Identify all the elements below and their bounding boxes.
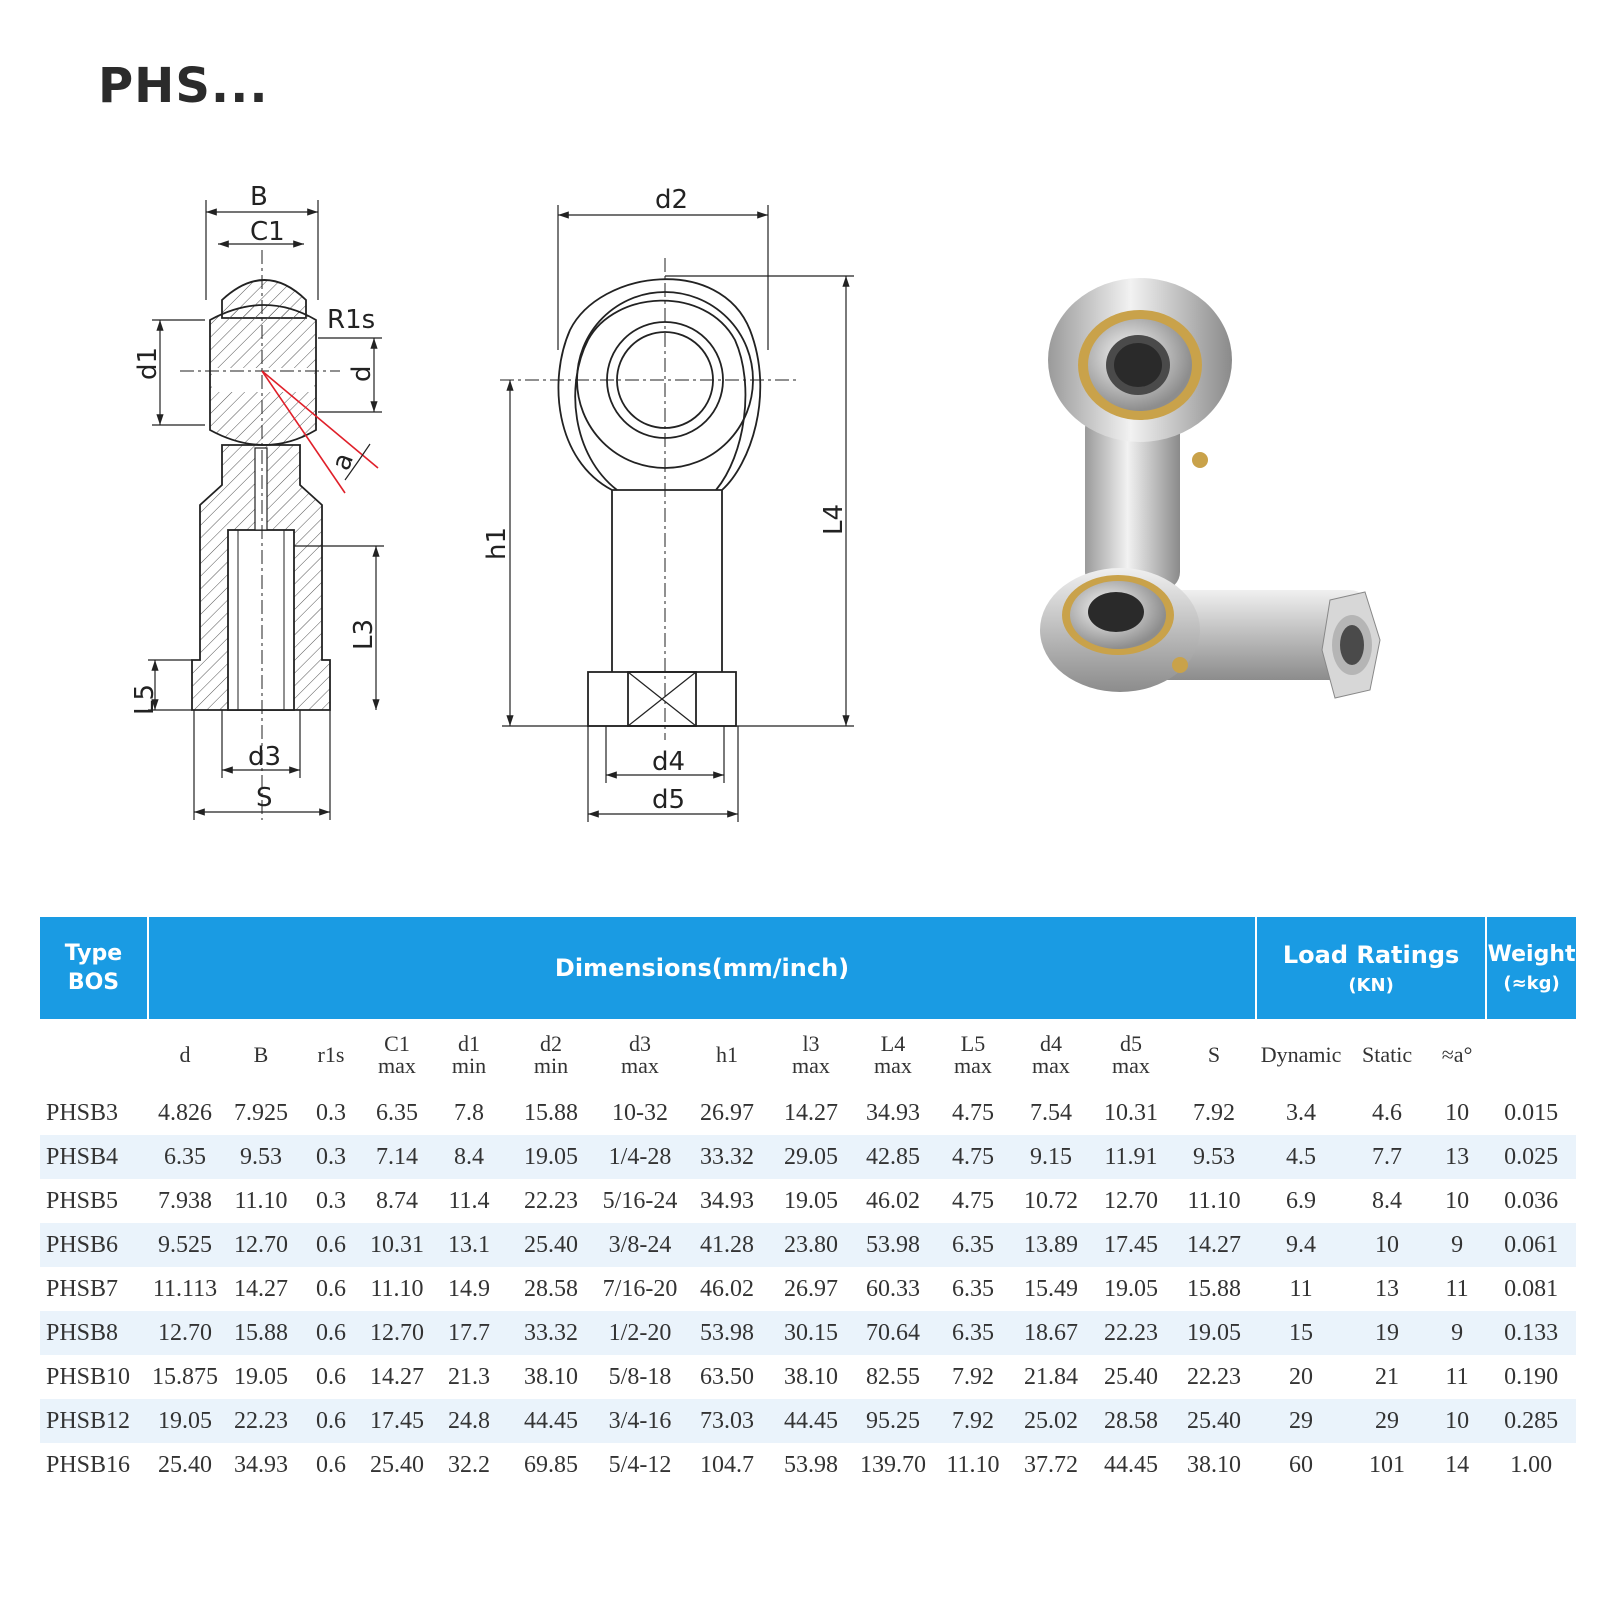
header-weight: Weight (≈kg) bbox=[1486, 917, 1576, 1019]
subheader-cell: d3 max bbox=[621, 1031, 659, 1078]
table-cell: 46.02 bbox=[866, 1187, 920, 1214]
table-cell: 0.190 bbox=[1504, 1363, 1559, 1390]
table-cell: 46.02 bbox=[700, 1275, 754, 1302]
subheader-cell: d2 min bbox=[533, 1031, 569, 1078]
table-cell: 6.35 bbox=[148, 1135, 222, 1179]
table-cell: 28.58 bbox=[1090, 1399, 1172, 1443]
table-cell: 8.74 bbox=[376, 1187, 418, 1214]
table-cell: 6.9 bbox=[1286, 1187, 1317, 1214]
subheader-cell: d4 max bbox=[1032, 1031, 1070, 1078]
table-cell: 10.31 bbox=[1104, 1099, 1158, 1126]
table-cell: 25.40 bbox=[1172, 1399, 1256, 1443]
subheader-cell: C1 max bbox=[378, 1031, 416, 1078]
table-cell: 10-32 bbox=[612, 1099, 668, 1126]
label-S: S bbox=[256, 783, 273, 813]
label-L3: L3 bbox=[349, 618, 379, 650]
table-cell: 95.25 bbox=[852, 1399, 934, 1443]
table-row bbox=[40, 1311, 1576, 1355]
table-cell: 14.9 bbox=[448, 1275, 490, 1302]
label-L4: L4 bbox=[819, 503, 849, 535]
table-cell: 5/4-12 bbox=[608, 1451, 672, 1478]
table-cell: 7.92 bbox=[952, 1363, 994, 1390]
table-row bbox=[40, 1135, 1576, 1179]
table-cell: 15.875 bbox=[152, 1363, 218, 1390]
table-cell: 10 bbox=[1346, 1223, 1428, 1267]
table-cell: 29 bbox=[1256, 1399, 1346, 1443]
table-cell: 0.025 bbox=[1486, 1135, 1576, 1179]
table-cell: 32.2 bbox=[448, 1451, 490, 1478]
table-cell: 11.10 bbox=[370, 1275, 424, 1302]
table-cell: 12.70 bbox=[1104, 1187, 1158, 1214]
table-cell: 12.70 bbox=[222, 1223, 300, 1267]
table-cell: 0.6 bbox=[300, 1311, 362, 1355]
table-cell: 6.35 bbox=[934, 1311, 1012, 1355]
table-cell: 0.3 bbox=[316, 1187, 346, 1214]
table-cell: 73.03 bbox=[684, 1399, 770, 1443]
table-cell: 0.6 bbox=[300, 1399, 362, 1443]
table-cell: 14.27 bbox=[1172, 1223, 1256, 1267]
label-C1: C1 bbox=[250, 217, 285, 247]
subheader-cell: L4 max bbox=[874, 1031, 912, 1078]
table-cell: 41.28 bbox=[684, 1223, 770, 1267]
table-cell: 10.72 bbox=[1024, 1187, 1078, 1214]
table-cell: 44.45 bbox=[1104, 1451, 1158, 1478]
table-cell: 12.70 bbox=[362, 1311, 432, 1355]
table-cell: 42.85 bbox=[852, 1135, 934, 1179]
table-cell: 4.75 bbox=[952, 1099, 994, 1126]
table-cell: 17.45 bbox=[1090, 1223, 1172, 1267]
table-cell: 9.53 bbox=[222, 1135, 300, 1179]
technical-drawing bbox=[0, 0, 900, 860]
row-type-cell: PHSB5 bbox=[46, 1187, 119, 1214]
table-cell: 8.4 bbox=[1372, 1187, 1403, 1214]
subheader-cell: d bbox=[179, 1042, 191, 1067]
label-B: B bbox=[250, 182, 268, 212]
table-cell: 9.15 bbox=[1012, 1135, 1090, 1179]
table-cell: 82.55 bbox=[866, 1363, 920, 1390]
table-cell: 25.02 bbox=[1012, 1399, 1090, 1443]
row-type-cell: PHSB4 bbox=[40, 1135, 148, 1179]
table-cell: 44.45 bbox=[770, 1399, 852, 1443]
table-cell: 19.05 bbox=[506, 1135, 596, 1179]
header-type: Type BOS bbox=[40, 917, 148, 1019]
table-cell: 14.27 bbox=[370, 1363, 424, 1390]
table-cell: 0.036 bbox=[1504, 1187, 1559, 1214]
table-cell: 7.14 bbox=[362, 1135, 432, 1179]
label-d5: d5 bbox=[652, 785, 686, 815]
table-cell: 33.32 bbox=[506, 1311, 596, 1355]
label-d3: d3 bbox=[248, 742, 282, 772]
table-cell: 11.113 bbox=[152, 1275, 218, 1302]
table-cell: 7.925 bbox=[234, 1099, 288, 1126]
table-cell: 53.98 bbox=[684, 1311, 770, 1355]
table-cell: 19.05 bbox=[1172, 1311, 1256, 1355]
label-L5: L5 bbox=[130, 683, 160, 715]
side-section-view bbox=[180, 250, 340, 820]
table-cell: 29.05 bbox=[770, 1135, 852, 1179]
table-cell: 1.00 bbox=[1510, 1451, 1553, 1478]
table-cell: 1/4-28 bbox=[596, 1135, 684, 1179]
table-cell: 0.6 bbox=[316, 1363, 346, 1390]
table-cell: 11.4 bbox=[448, 1187, 490, 1214]
table-cell: 6.35 bbox=[376, 1099, 418, 1126]
header-dimensions: Dimensions(mm/inch) bbox=[148, 917, 1256, 1019]
table-cell: 11 bbox=[1445, 1363, 1469, 1390]
table-cell: 44.45 bbox=[506, 1399, 596, 1443]
table-cell: 13 bbox=[1375, 1275, 1400, 1302]
table-row bbox=[40, 1179, 1576, 1223]
label-d: d bbox=[347, 365, 377, 382]
table-cell: 15.88 bbox=[1187, 1275, 1242, 1302]
header-load-ratings: Load Ratings (KN) bbox=[1256, 917, 1486, 1019]
table-cell: 0.3 bbox=[300, 1135, 362, 1179]
table-header-row bbox=[40, 917, 1576, 1019]
subheader-cell: d5 max bbox=[1112, 1031, 1150, 1078]
table-cell: 4.826 bbox=[158, 1099, 212, 1126]
table-cell: 25.40 bbox=[1104, 1363, 1158, 1390]
table-cell: 11.10 bbox=[234, 1187, 288, 1214]
table-cell: 6.35 bbox=[952, 1275, 994, 1302]
table-cell: 34.93 bbox=[234, 1451, 288, 1478]
table-cell: 1/2-20 bbox=[596, 1311, 684, 1355]
table-cell: 13.89 bbox=[1012, 1223, 1090, 1267]
table-cell: 19.05 bbox=[148, 1399, 222, 1443]
table-cell: 26.97 bbox=[700, 1099, 754, 1126]
label-R1s: R1s bbox=[327, 305, 376, 335]
subheader-cell: r1s bbox=[317, 1042, 345, 1067]
table-cell: 14 bbox=[1445, 1451, 1470, 1478]
subheader-cell: d1 min bbox=[451, 1031, 487, 1078]
table-cell: 11 bbox=[1289, 1275, 1313, 1302]
table-cell: 28.58 bbox=[524, 1275, 578, 1302]
table-cell: 3/8-24 bbox=[596, 1223, 684, 1267]
table-cell: 0.015 bbox=[1504, 1099, 1559, 1126]
table-cell: 70.64 bbox=[852, 1311, 934, 1355]
table-cell: 0.6 bbox=[316, 1451, 346, 1478]
table-cell: 34.93 bbox=[866, 1099, 920, 1126]
table-cell: 37.72 bbox=[1024, 1451, 1078, 1478]
table-cell: 53.98 bbox=[852, 1223, 934, 1267]
table-cell: 19 bbox=[1346, 1311, 1428, 1355]
table-cell: 7.938 bbox=[158, 1187, 212, 1214]
table-cell: 22.23 bbox=[1187, 1363, 1242, 1390]
product-photo bbox=[1040, 270, 1400, 770]
table-cell: 19.05 bbox=[234, 1363, 288, 1390]
specification-table bbox=[40, 917, 1576, 1487]
table-cell: 14.27 bbox=[234, 1275, 288, 1302]
subheader-cell: S bbox=[1207, 1042, 1221, 1067]
table-cell: 17.7 bbox=[432, 1311, 506, 1355]
subheader-cell bbox=[1486, 1019, 1576, 1091]
row-type-cell: PHSB12 bbox=[40, 1399, 148, 1443]
table-cell: 38.10 bbox=[524, 1363, 578, 1390]
table-cell: 53.98 bbox=[784, 1451, 838, 1478]
table-cell: 9.525 bbox=[148, 1223, 222, 1267]
table-cell: 10 bbox=[1445, 1099, 1470, 1126]
table-cell: 18.67 bbox=[1012, 1311, 1090, 1355]
table-cell: 69.85 bbox=[524, 1451, 578, 1478]
table-cell: 7.54 bbox=[1030, 1099, 1072, 1126]
table-cell: 11.91 bbox=[1090, 1135, 1172, 1179]
table-cell: 4.5 bbox=[1256, 1135, 1346, 1179]
table-cell: 60.33 bbox=[866, 1275, 920, 1302]
table-cell: 9 bbox=[1428, 1311, 1486, 1355]
table-cell: 5/16-24 bbox=[602, 1187, 678, 1214]
table-cell: 4.75 bbox=[952, 1187, 994, 1214]
table-subheader-row bbox=[40, 1019, 1576, 1091]
subheader-cell: h1 bbox=[716, 1042, 738, 1067]
table-cell: 22.23 bbox=[222, 1399, 300, 1443]
table-cell: 4.75 bbox=[934, 1135, 1012, 1179]
table-cell: 11 bbox=[1445, 1275, 1469, 1302]
subheader-cell: B bbox=[253, 1042, 269, 1067]
table-cell: 9.4 bbox=[1256, 1223, 1346, 1267]
table-cell: 0.061 bbox=[1486, 1223, 1576, 1267]
subheader-cell: ≈a° bbox=[1441, 1042, 1473, 1067]
table-cell: 15.88 bbox=[222, 1311, 300, 1355]
table-cell: 15 bbox=[1256, 1311, 1346, 1355]
table-cell: 3.4 bbox=[1286, 1099, 1317, 1126]
table-cell: 7.92 bbox=[1193, 1099, 1236, 1126]
subheader-cell: Static bbox=[1361, 1042, 1413, 1067]
table-cell: 14.27 bbox=[784, 1099, 838, 1126]
table-row bbox=[40, 1399, 1576, 1443]
table-cell: 7.7 bbox=[1346, 1135, 1428, 1179]
table-cell: 10 bbox=[1445, 1187, 1470, 1214]
table-row bbox=[40, 1355, 1576, 1399]
table-row bbox=[40, 1091, 1576, 1135]
table-cell: 33.32 bbox=[684, 1135, 770, 1179]
table-cell: 139.70 bbox=[860, 1451, 926, 1478]
table-row bbox=[40, 1223, 1576, 1267]
table-cell: 8.4 bbox=[432, 1135, 506, 1179]
table-cell: 26.97 bbox=[784, 1275, 838, 1302]
table-cell: 23.80 bbox=[770, 1223, 852, 1267]
table-row bbox=[40, 1443, 1576, 1487]
row-type-cell: PHSB10 bbox=[46, 1363, 131, 1390]
table-cell: 5/8-18 bbox=[608, 1363, 672, 1390]
table-cell: 30.15 bbox=[770, 1311, 852, 1355]
table-cell: 19.05 bbox=[1104, 1275, 1158, 1302]
row-type-cell: PHSB16 bbox=[46, 1451, 131, 1478]
table-cell: 0.285 bbox=[1486, 1399, 1576, 1443]
table-cell: 9 bbox=[1428, 1223, 1486, 1267]
row-type-cell: PHSB3 bbox=[46, 1099, 119, 1126]
label-d4: d4 bbox=[652, 747, 686, 777]
table-cell: 60 bbox=[1289, 1451, 1314, 1478]
table-cell: 7.8 bbox=[454, 1099, 484, 1126]
table-cell: 13 bbox=[1428, 1135, 1486, 1179]
table-cell: 22.23 bbox=[524, 1187, 578, 1214]
table-cell: 21.84 bbox=[1024, 1363, 1078, 1390]
label-a: a bbox=[326, 449, 361, 475]
table-cell: 13.1 bbox=[432, 1223, 506, 1267]
table-cell: 10.31 bbox=[362, 1223, 432, 1267]
table-cell: 11.10 bbox=[1187, 1187, 1241, 1214]
table-row bbox=[40, 1267, 1576, 1311]
label-h1: h1 bbox=[482, 526, 512, 560]
table-cell: 0.6 bbox=[300, 1223, 362, 1267]
table-cell: 19.05 bbox=[784, 1187, 838, 1214]
table-cell: 7/16-20 bbox=[602, 1275, 678, 1302]
table-cell: 0.6 bbox=[316, 1275, 346, 1302]
table-cell: 6.35 bbox=[934, 1223, 1012, 1267]
table-cell: 0.133 bbox=[1486, 1311, 1576, 1355]
table-cell: 63.50 bbox=[700, 1363, 754, 1390]
table-cell: 25.40 bbox=[370, 1451, 424, 1478]
table-cell: 4.6 bbox=[1372, 1099, 1403, 1126]
row-type-cell: PHSB6 bbox=[40, 1223, 148, 1267]
subheader-cell bbox=[40, 1019, 148, 1091]
table-cell: 25.40 bbox=[506, 1223, 596, 1267]
table-cell: 104.7 bbox=[700, 1451, 754, 1478]
table-cell: 25.40 bbox=[158, 1451, 212, 1478]
table-cell: 101 bbox=[1369, 1451, 1406, 1478]
table-cell: 34.93 bbox=[700, 1187, 754, 1214]
table-cell: 17.45 bbox=[362, 1399, 432, 1443]
table-cell: 21 bbox=[1375, 1363, 1400, 1390]
table-cell: 20 bbox=[1289, 1363, 1314, 1390]
table-cell: 12.70 bbox=[148, 1311, 222, 1355]
table-cell: 24.8 bbox=[432, 1399, 506, 1443]
table-cell: 7.92 bbox=[934, 1399, 1012, 1443]
page-title: PHS... bbox=[98, 58, 269, 114]
table-cell: 15.49 bbox=[1024, 1275, 1078, 1302]
table-cell: 29 bbox=[1346, 1399, 1428, 1443]
front-view bbox=[500, 258, 800, 740]
row-type-cell: PHSB7 bbox=[46, 1275, 119, 1302]
table-cell: 15.88 bbox=[524, 1099, 578, 1126]
table-cell: 0.081 bbox=[1504, 1275, 1559, 1302]
row-type-cell: PHSB8 bbox=[40, 1311, 148, 1355]
label-d1: d1 bbox=[133, 346, 163, 380]
table-cell: 21.3 bbox=[448, 1363, 490, 1390]
table-cell: 22.23 bbox=[1090, 1311, 1172, 1355]
table-cell: 10 bbox=[1428, 1399, 1486, 1443]
table-cell: 9.53 bbox=[1172, 1135, 1256, 1179]
subheader-cell: L5 max bbox=[954, 1031, 992, 1078]
table-cell: 0.3 bbox=[316, 1099, 346, 1126]
subheader-cell: Dynamic bbox=[1260, 1042, 1342, 1067]
table-cell: 11.10 bbox=[946, 1451, 1000, 1478]
table-cell: 3/4-16 bbox=[596, 1399, 684, 1443]
label-d2: d2 bbox=[655, 185, 689, 215]
table-cell: 38.10 bbox=[784, 1363, 838, 1390]
table-cell: 38.10 bbox=[1187, 1451, 1242, 1478]
subheader-cell: l3 max bbox=[792, 1031, 830, 1078]
